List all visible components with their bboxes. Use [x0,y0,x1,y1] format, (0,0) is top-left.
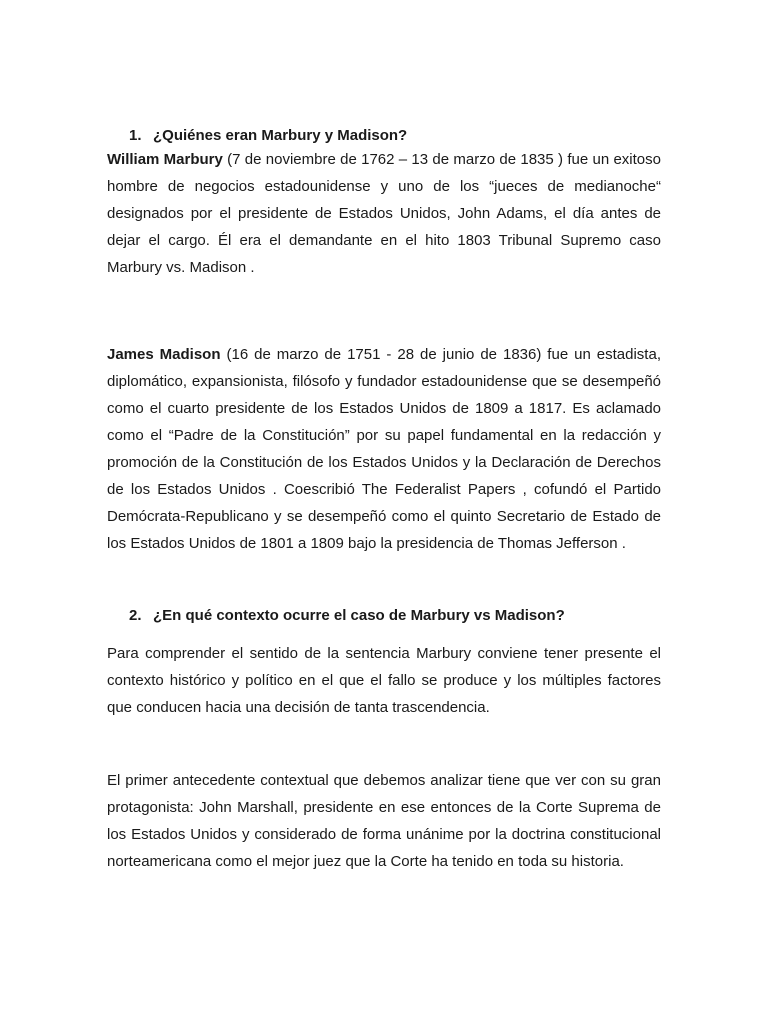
section-1-heading [129,126,407,146]
name-william-marbury: William Marbury [107,151,223,168]
paragraph-3-text: Para comprender el sentido de la sentencia Marbury conviene tener presente el contexto histórico y político en el que el fallo se produce y los múltiples factores que conducen hacia una decisión de tanta trascendencia. [107,645,661,716]
section-1-title: ¿Quiénes eran Marbury y Madison? [153,127,408,144]
name-james-madison: James Madison [107,346,221,363]
paragraph-2-text: (16 de marzo de 1751 - 28 de junio de 1836) fue un estadista, diplomático, expansionista, filósofo y fundador estadounidense que se desempeñó como el cuarto presidente de los Estados Unidos de 1809 a 1817. Es aclamado como el “Padre de la Constitución” por su papel fundamental en la redacción y promoción de la Constitución de los Estados Unidos y la Declaración de Derechos de los Estados Unidos . Coescribió The Federalist Papers , cofundó el Partido Demócrata-Republicano y se desempeñó como el quinto Secretario de Estado de los Estados Unidos de 1801 a 1809 bajo la presidencia de Thomas Jefferson . [107,346,661,552]
paragraph-context [107,640,661,721]
paragraph-4-text: El primer antecedente contextual que debemos analizar tiene que ver con su gran protagonista: John Marshall, presidente en ese entonces de la Corte Suprema de los Estados Unidos y considerado de forma unánime por la doctrina constitucional norteamericana como el mejor juez que la Corte ha tenido en toda su historia. [107,772,661,870]
paragraph-william-marbury [107,146,661,281]
paragraph-1-text: (7 de noviembre de 1762 – 13 de marzo de 1835 ) fue un exitoso hombre de negocios estadounidense y uno de los “jueces de medianoche“ designados por el presidente de Estados Unidos, John Adams, el día antes de dejar el cargo. Él era el demandante en el hito 1803 Tribunal Supremo caso Marbury vs. Madison . [107,151,661,276]
section-2-number: 2. [129,607,142,624]
paragraph-john-marshall [107,767,661,875]
section-1-number: 1. [129,127,142,144]
paragraph-james-madison [107,341,661,557]
section-2-heading [129,606,565,626]
section-2-title: ¿En qué contexto ocurre el caso de Marbury vs Madison? [153,607,565,624]
